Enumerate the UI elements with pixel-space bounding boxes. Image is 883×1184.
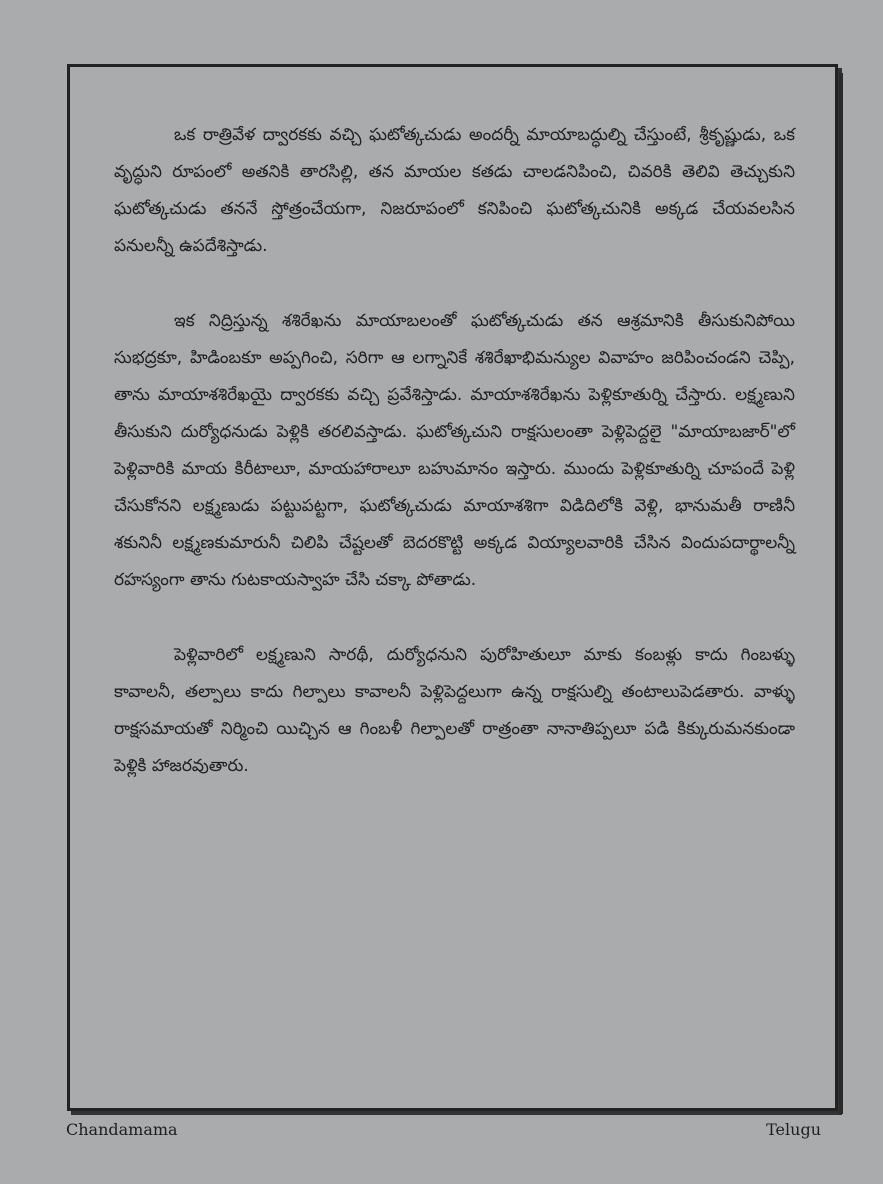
story-text-block (114, 117, 795, 823)
footer-language: Telugu (766, 1120, 821, 1139)
page-border-frame (67, 64, 838, 1111)
story-paragraph-3: పెళ్లివారిలో లక్ష్మణుని సారథీ, దుర్యోధనుని పురోహితులూ మాకు కంబళ్లు కాదు గింబళ్ళు కావాలనీ, తల్పాలు కాదు గిల్పాలు కావాలనీ పెళ్లిపెద్దలుగా ఉన్న రాక్షసుల్ని తంటాలుపెడతారు. వాళ్ళు రాక్షసమాయతో నిర్మించి యిచ్చిన ఆ గింబళీ గిల్పాలతో రాత్రంతా నానాతిప్పలూ పడి కిక్కురుమనకుండా పెళ్లికి హాజరవుతారు. (114, 645, 795, 776)
story-paragraph-2: ఇక నిద్రిస్తున్న శశిరేఖను మాయాబలంతో ఘటోత్కచుడు తన ఆశ్రమానికి తీసుకునిపోయి సుభద్రకూ, హిడింబకూ అప్పగించి, సరిగా ఆ లగ్నానికే శశిరేఖాభిమన్యుల వివాహం జరిపించండని చెప్పి, తాను మాయాశశిరేఖయై ద్వారకకు వచ్చి ప్రవేశిస్తాడు. మాయాశశిరేఖను పెళ్లికూతుర్ని చేస్తారు. లక్ష్మణుని తీసుకుని దుర్యోధనుడు పెళ్లికి తరలివస్తాడు. ఘటోత్కచుని రాక్షసులంతా పెళ్లిపెద్దలై "మాయాబజార్"లో పెళ్లివారికి మాయ కిరీటాలూ, మాయహారాలూ బహుమానం ఇస్తారు. ముందు పెళ్లికూతుర్ని చూపందే పెళ్లి చేసుకోనని లక్ష్మణుడు పట్టుపట్టగా, ఘటోత్కచుడు మాయాశశిగా విడిదిలోకి వెళ్లి, భానుమతీ రాణినీ శకునినీ లక్ష్మణకుమారునీ చిలిపి చేష్టలతో బెదరకొట్టి అక్కడ వియ్యాలవారికి చేసిన విందుపదార్థాలన్నీ రహస్యంగా తాను గుటకాయస్వాహ చేసి చక్కా పోతాడు. (114, 311, 795, 590)
footer-publication-name: Chandamama (66, 1120, 178, 1139)
story-paragraph-1: ఒక రాత్రివేళ ద్వారకకు వచ్చి ఘటోత్కచుడు అందర్నీ మాయాబద్ధుల్ని చేస్తుంటే, శ్రీకృష్ణుడు, ఒక వృద్ధుని రూపంలో అతనికి తారసిల్లి, తన మాయల కతడు చాలడనిపించి, చివరికి తెలివి తెచ్చుకుని ఘటోత్కచుడు తననే స్తోత్రంచేయగా, నిజరూపంలో కనిపించి ఘటోత్కచునికి అక్కడ చేయవలసిన పనులన్నీ ఉపదేశిస్తాడు. (114, 125, 795, 256)
